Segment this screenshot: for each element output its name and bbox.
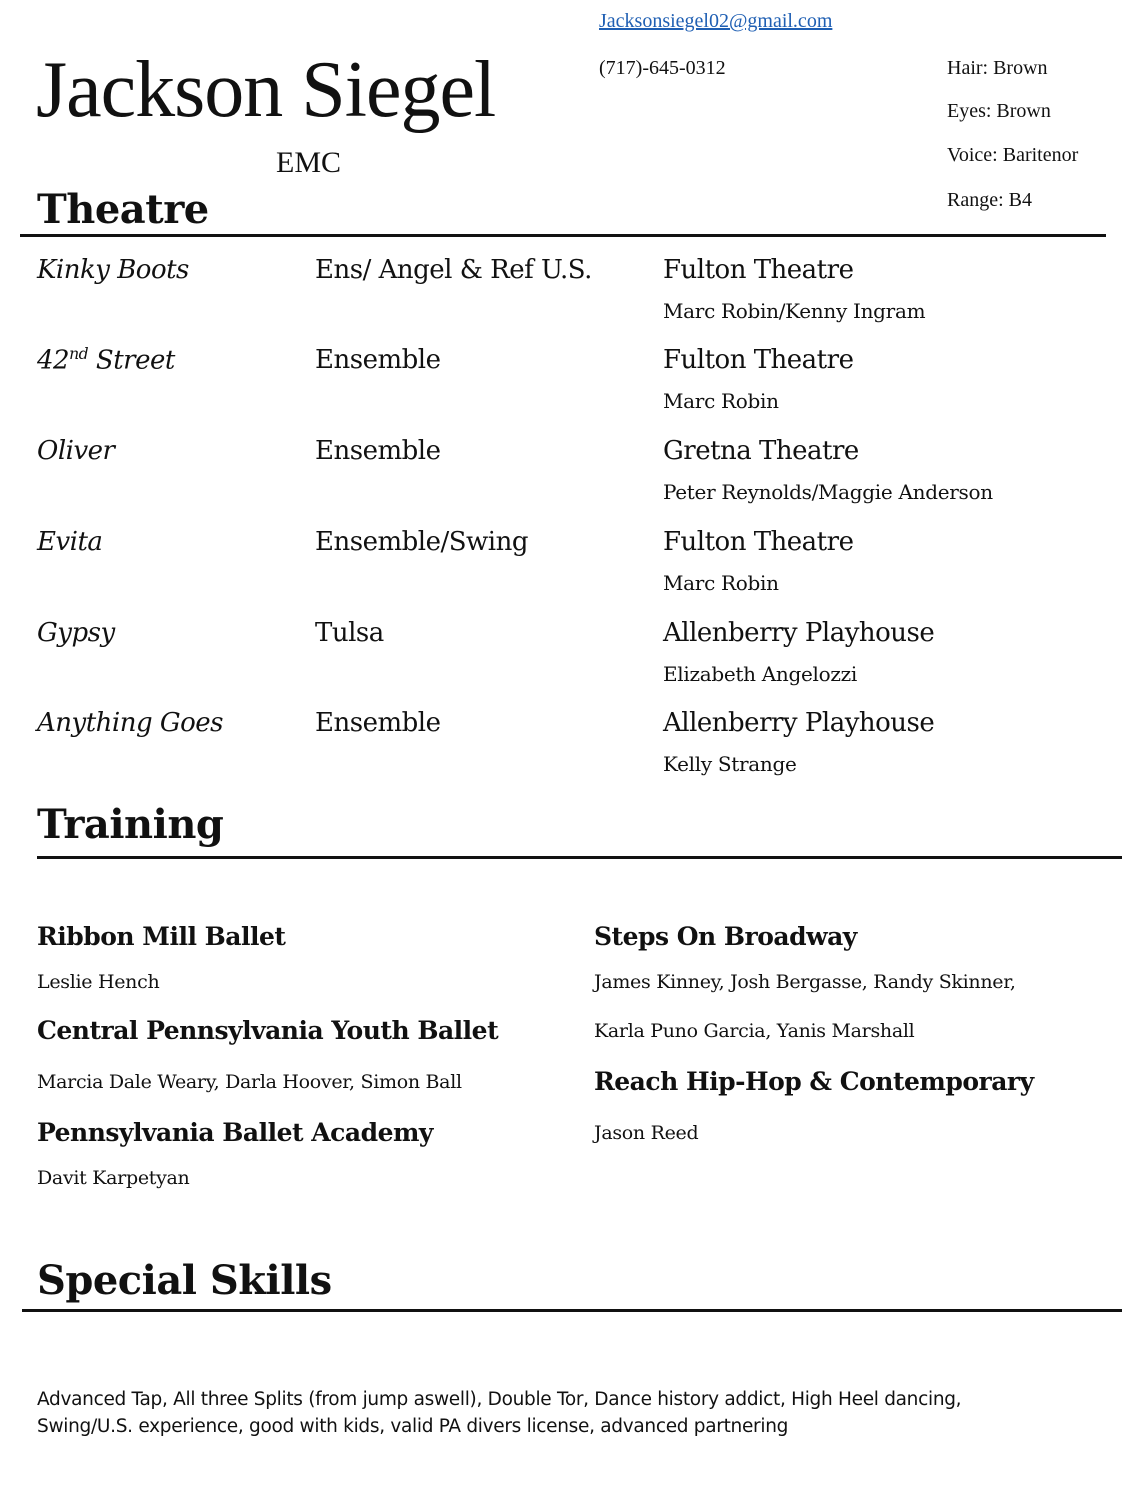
credit-row [0,436,1144,526]
email-link[interactable]: Jacksonsiegel02@gmail.com [599,10,833,32]
credit-row [0,255,1144,345]
training-rule [37,856,1122,859]
credit-row [0,345,1144,435]
teacher-list: Marcia Dale Weary, Darla Hoover, Simon Ball [37,1071,462,1093]
union-status: EMC [276,146,342,179]
venue: Fulton Theatre [663,345,854,375]
role: Ens/ Angel & Ref U.S. [315,255,592,285]
role: Tulsa [315,618,384,648]
show-title: Anything Goes [37,708,224,738]
venue: Fulton Theatre [663,255,854,285]
phone-number: (717)-645-0312 [599,57,726,79]
school-name: Steps On Broadway [594,922,857,951]
director: Marc Robin [663,389,779,413]
credit-row [0,618,1144,708]
school-name: Ribbon Mill Ballet [37,922,286,951]
credit-row [0,708,1144,798]
show-title: Gypsy [37,618,115,648]
venue: Allenberry Playhouse [663,708,935,738]
director: Peter Reynolds/Maggie Anderson [663,480,993,504]
venue: Allenberry Playhouse [663,618,935,648]
special-skills-heading: Special Skills [37,1257,332,1304]
stat-hair: Hair: Brown [947,57,1048,79]
theatre-heading: Theatre [37,186,209,233]
director: Kelly Strange [663,752,797,776]
teacher-list: Davit Karpetyan [37,1167,190,1189]
teacher-list: Jason Reed [594,1122,699,1144]
special-skills-rule [22,1309,1122,1312]
show-title: Kinky Boots [37,255,189,285]
school-name: Central Pennsylvania Youth Ballet [37,1016,499,1045]
stat-eyes: Eyes: Brown [947,100,1051,122]
show-title: Oliver [37,436,115,466]
school-name: Reach Hip-Hop & Contemporary [594,1067,1034,1096]
director: Elizabeth Angelozzi [663,662,857,686]
role: Ensemble/Swing [315,527,528,557]
director: Marc Robin/Kenny Ingram [663,299,926,323]
school-name: Pennsylvania Ballet Academy [37,1118,433,1147]
role: Ensemble [315,436,441,466]
show-title: Evita [37,527,103,557]
role: Ensemble [315,708,441,738]
performer-name: Jackson Siegel [36,46,496,134]
teacher-list: Karla Puno Garcia, Yanis Marshall [594,1020,915,1042]
director: Marc Robin [663,571,779,595]
teacher-list: Leslie Hench [37,971,160,993]
theatre-rule [20,234,1106,237]
venue: Gretna Theatre [663,436,859,466]
show-title: 42nd Street [37,345,175,376]
stat-range: Range: B4 [947,189,1032,211]
special-skills-text: Advanced Tap, All three Splits (from jump aswell), Double Tor, Dance history addict, High Heel dancing, Swing/U.S. experience, good with kids, valid PA divers license, advanced partnering [37,1389,962,1437]
role: Ensemble [315,345,441,375]
credit-row [0,527,1144,617]
training-heading: Training [37,801,224,848]
stat-voice: Voice: Baritenor [947,144,1079,166]
venue: Fulton Theatre [663,527,854,557]
teacher-list: James Kinney, Josh Bergasse, Randy Skinner, [594,971,1016,993]
